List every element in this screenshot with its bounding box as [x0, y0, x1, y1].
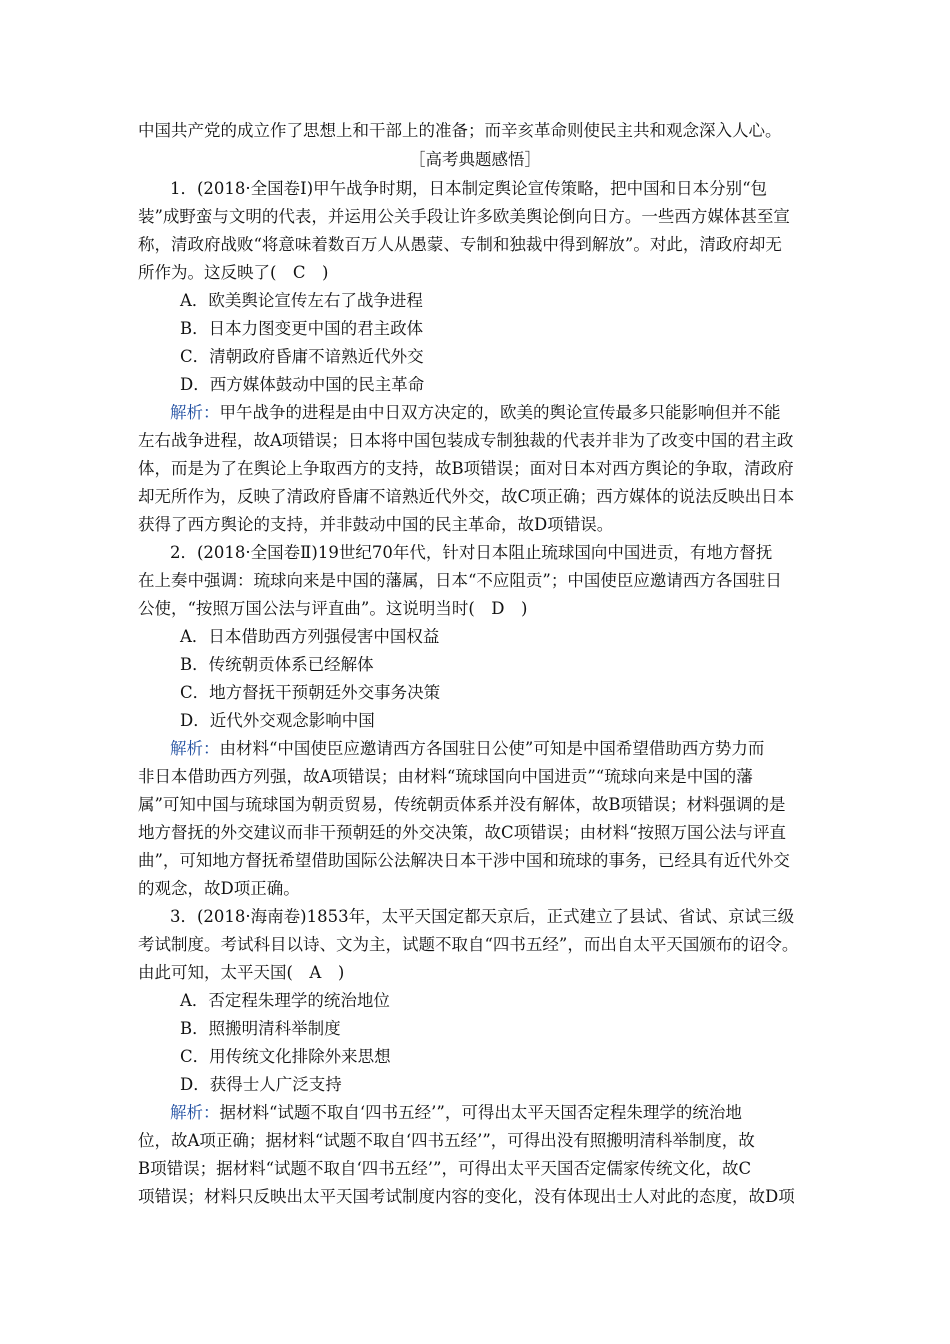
q3-analysis-text: 据材料“试题不取自‘四书五经’”，可得出太平天国否定程朱理学的统治地	[219, 1103, 742, 1122]
q2-analysis-line: 地方督抚的外交建议而非干预朝廷的外交决策，故C项错误；由材料“按照万国公法与评直	[138, 823, 787, 842]
q3-analysis-line: 位，故A项正确；据材料“试题不取自‘四书五经’”，可得出没有照搬明清科举制度，故	[138, 1131, 755, 1150]
intro-text: 中国共产党的成立作了思想上和干部上的准备；而辛亥革命则使民主共和观念深入人心。	[138, 121, 782, 140]
q2-analysis-line	[170, 739, 764, 759]
q2-option-b: B．传统朝贡体系已经解体	[180, 655, 374, 674]
q1-analysis-line	[170, 403, 781, 423]
q2-analysis-text: 由材料“中国使臣应邀请西方各国驻日公使”可知是中国希望借助西方势力而	[219, 739, 765, 758]
q1-option-b: B．日本力图变更中国的君主政体	[180, 319, 424, 338]
q1-analysis-line: 却无所作为，反映了清政府昏庸不谙熟近代外交，故C项正确；西方媒体的说法反映出日本	[138, 487, 795, 506]
q1-stem-line: 1．(2018·全国卷Ⅰ)甲午战争时期，日本制定舆论宣传策略，把中国和日本分别“包	[170, 179, 768, 198]
q1-analysis-line: 获得了西方舆论的支持，并非鼓动中国的民主革命，故D项错误。	[138, 515, 614, 534]
q2-analysis-line: 非日本借助西方列强，故A项错误；由材料“琉球国向中国进贡”“琉球向来是中国的藩	[138, 767, 753, 786]
q2-option-d: D．近代外交观念影响中国	[180, 711, 375, 730]
q3-option-d: D．获得士人广泛支持	[180, 1075, 342, 1094]
q3-analysis-line: 项错误；材料只反映出太平天国考试制度内容的变化，没有体现出士人对此的态度，故D项	[138, 1187, 795, 1206]
q3-option-b: B．照搬明清科举制度	[180, 1019, 341, 1038]
q2-stem-line: 2．(2018·全国卷Ⅱ)19世纪70年代，针对日本阻止琉球国向中国进贡，有地方督抚	[170, 543, 773, 562]
q2-analysis-line: 属”可知中国与琉球国为朝贡贸易，传统朝贡体系并没有解体，故B项错误；材料强调的是	[138, 795, 786, 814]
q2-stem-line: 公使，“按照万国公法与评直曲”。这说明当时( D )	[138, 599, 528, 618]
q2-stem-line: 在上奏中强调：琉球向来是中国的藩属，日本“不应阻贡”；中国使臣应邀请西方各国驻日	[138, 571, 782, 590]
q1-analysis-line: 左右战争进程，故A项错误；日本将中国包装成专制独裁的代表并非为了改变中国的君主政	[138, 431, 794, 450]
q3-option-c: C．用传统文化排除外来思想	[180, 1047, 391, 1066]
q2-analysis-line: 曲”，可知地方督抚希望借助国际公法解决日本干涉中国和琉球的事务，已经具有近代外交	[138, 851, 790, 870]
q1-option-d: D．西方媒体鼓动中国的民主革命	[180, 375, 425, 394]
q3-option-a: A．否定程朱理学的统治地位	[180, 991, 390, 1010]
analysis-label: 解析：	[170, 739, 220, 758]
q1-option-a: A．欧美舆论宣传左右了战争进程	[180, 291, 423, 310]
q2-option-a: A．日本借助西方列强侵害中国权益	[180, 627, 440, 646]
analysis-label: 解析：	[170, 403, 220, 422]
q1-option-c: C．清朝政府昏庸不谙熟近代外交	[180, 347, 424, 366]
q1-stem-line: 装”成野蛮与文明的代表，并运用公关手段让许多欧美舆论倒向日方。一些西方媒体甚至宣	[138, 207, 790, 226]
q1-stem-line: 所作为。这反映了( C )	[138, 263, 329, 282]
section-title: ［高考典题感悟］	[409, 150, 541, 169]
q1-analysis-line: 体，而是为了在舆论上争取西方的支持，故B项错误；面对日本对西方舆论的争取，清政府	[138, 459, 794, 478]
q2-analysis-line: 的观念，故D项正确。	[138, 879, 300, 898]
q2-option-c: C．地方督抚干预朝廷外交事务决策	[180, 683, 441, 702]
q1-analysis-text: 甲午战争的进程是由中日双方决定的，欧美的舆论宣传最多只能影响但并不能	[219, 403, 781, 422]
q3-analysis-line: B项错误；据材料“试题不取自‘四书五经’”，可得出太平天国否定儒家传统文化，故C	[138, 1159, 752, 1178]
q3-stem-line: 考试制度。考试科目以诗、文为主，试题不取自“四书五经”，而出自太平天国颁布的诏令。	[138, 935, 799, 954]
q1-stem-line: 称，清政府战败“将意味着数百万人从愚蒙、专制和独裁中得到解放”。对此，清政府却无	[138, 235, 782, 254]
analysis-label: 解析：	[170, 1103, 220, 1122]
q3-analysis-line	[170, 1103, 742, 1123]
q3-stem-line: 3．(2018·海南卷)1853年，太平天国定都天京后，正式建立了县试、省试、京试三级	[170, 907, 795, 926]
q3-stem-line: 由此可知，太平天国( A )	[138, 963, 345, 982]
